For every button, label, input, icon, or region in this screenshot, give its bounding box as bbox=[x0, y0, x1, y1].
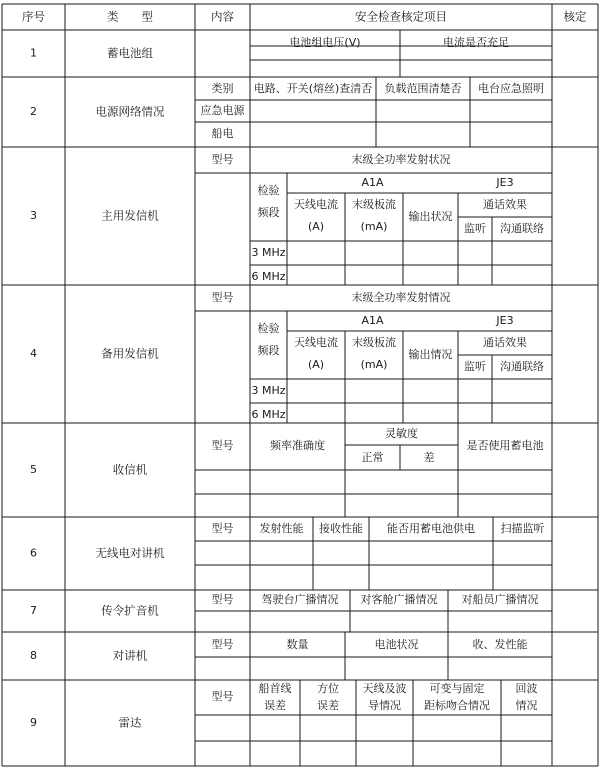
plate-unit-label: (mA) bbox=[360, 358, 388, 371]
header-type: 类 型 bbox=[107, 9, 153, 24]
header-items: 安全检查核定项目 bbox=[355, 9, 447, 24]
emergency-power-label: 应急电源 bbox=[200, 104, 245, 117]
full-power-title: 末级全功率发射状况 bbox=[351, 153, 451, 166]
antenna-unit-label: (A) bbox=[307, 220, 325, 233]
model-label: 型号 bbox=[211, 153, 234, 166]
row-number: 3 bbox=[30, 209, 37, 222]
row-type: 传令扩音机 bbox=[101, 603, 159, 618]
test-label: 检验 bbox=[257, 184, 280, 197]
antenna-unit-label: (A) bbox=[307, 358, 325, 371]
model-label: 型号 bbox=[211, 690, 234, 703]
radar-col-line1: 天线及波 bbox=[362, 682, 407, 695]
antenna-current-label: 天线电流 bbox=[294, 336, 338, 349]
circuit-check-label: 电路、开关(熔丝)查清否 bbox=[253, 82, 373, 95]
row-number: 6 bbox=[30, 546, 37, 560]
ship-power-label: 船电 bbox=[211, 127, 234, 140]
row-type: 主用发信机 bbox=[101, 208, 159, 223]
sensitivity-label: 灵敏度 bbox=[385, 427, 418, 440]
band-label: 频段 bbox=[257, 344, 280, 357]
row-number: 9 bbox=[30, 716, 37, 729]
crew-broadcast-label: 对船员广播情况 bbox=[461, 593, 539, 606]
freq-6mhz-label: 6 MHz bbox=[251, 270, 286, 283]
contact-label: 沟通联络 bbox=[500, 222, 544, 235]
battery-use-label: 是否使用蓄电池 bbox=[466, 439, 544, 452]
header-no: 序号 bbox=[22, 9, 45, 24]
row-type: 无线电对讲机 bbox=[95, 546, 165, 560]
plate-current-label: 末级板流 bbox=[352, 336, 396, 349]
listen-label: 监听 bbox=[464, 360, 486, 373]
test-label: 检验 bbox=[257, 322, 280, 335]
transmit-performance-label: 发射性能 bbox=[259, 522, 304, 535]
bridge-broadcast-label: 驾驶台广播情况 bbox=[261, 593, 339, 606]
freq-6mhz-label: 6 MHz bbox=[251, 408, 286, 421]
radar-col-line2: 距标吻合情况 bbox=[424, 699, 490, 712]
row-type: 电源网络情况 bbox=[95, 104, 165, 119]
poor-label: 差 bbox=[423, 451, 435, 464]
call-effect-label: 通话效果 bbox=[483, 198, 527, 211]
row-number: 1 bbox=[30, 46, 37, 60]
scan-monitor-label: 扫描监听 bbox=[500, 522, 545, 535]
full-power-title: 末级全功率发射情况 bbox=[351, 291, 451, 304]
emergency-lighting-label: 电台应急照明 bbox=[478, 82, 544, 95]
freq-accuracy-label: 频率准确度 bbox=[270, 439, 325, 452]
row-type: 对讲机 bbox=[112, 648, 148, 663]
freq-3mhz-label: 3 MHz bbox=[251, 246, 286, 259]
row-number: 7 bbox=[30, 604, 37, 617]
row-number: 8 bbox=[30, 649, 37, 662]
contact-label: 沟通联络 bbox=[500, 360, 544, 373]
je3-label: JE3 bbox=[496, 314, 514, 327]
radar-col-line1: 船首线 bbox=[258, 682, 292, 695]
row-number: 5 bbox=[30, 463, 37, 476]
radar-col-line2: 误差 bbox=[317, 699, 339, 712]
radar-col-line2: 误差 bbox=[264, 699, 286, 712]
radar-col-line2: 情况 bbox=[515, 699, 538, 712]
load-range-label: 负载范围清楚否 bbox=[384, 82, 462, 95]
plate-current-label: 末级板流 bbox=[352, 198, 396, 211]
battery-current-label: 电流是否充足 bbox=[443, 36, 509, 49]
tx-rx-performance-label: 收、发性能 bbox=[472, 638, 528, 651]
table-grid bbox=[2, 4, 598, 766]
quantity-label: 数量 bbox=[286, 638, 309, 651]
radar-col-line1: 可变与固定 bbox=[429, 682, 485, 695]
listen-label: 监听 bbox=[464, 222, 486, 235]
row-type: 备用发信机 bbox=[101, 346, 159, 361]
category-label: 类别 bbox=[211, 82, 234, 95]
freq-3mhz-label: 3 MHz bbox=[251, 384, 286, 397]
battery-voltage-label: 电池组电压(V) bbox=[289, 36, 361, 49]
radar-col-line1: 回波 bbox=[515, 682, 538, 695]
battery-supply-label: 能否用蓄电池供电 bbox=[387, 522, 475, 535]
output-label: 输出状况 bbox=[408, 210, 453, 223]
radar-col-line1: 方位 bbox=[317, 682, 339, 695]
receive-performance-label: 接收性能 bbox=[319, 522, 363, 535]
row-type: 雷达 bbox=[118, 715, 142, 730]
model-label: 型号 bbox=[211, 291, 234, 304]
model-label: 型号 bbox=[211, 439, 234, 452]
plate-unit-label: (mA) bbox=[360, 220, 388, 233]
model-label: 型号 bbox=[211, 638, 234, 651]
normal-label: 正常 bbox=[361, 451, 384, 464]
a1a-label: A1A bbox=[361, 176, 384, 189]
radar-col-line2: 导情况 bbox=[368, 699, 401, 712]
row-number: 4 bbox=[30, 347, 37, 360]
call-effect-label: 通话效果 bbox=[483, 336, 527, 349]
band-label: 频段 bbox=[257, 206, 280, 219]
output-label: 输出情况 bbox=[408, 348, 453, 361]
antenna-current-label: 天线电流 bbox=[294, 198, 338, 211]
cabin-broadcast-label: 对客舱广播情况 bbox=[360, 593, 438, 606]
row-type: 收信机 bbox=[112, 462, 148, 477]
table-text bbox=[22, 10, 587, 730]
header-content: 内容 bbox=[211, 9, 234, 24]
row-type: 蓄电池组 bbox=[107, 46, 153, 60]
je3-label: JE3 bbox=[496, 176, 514, 189]
a1a-label: A1A bbox=[361, 314, 384, 327]
model-label: 型号 bbox=[211, 593, 234, 606]
row-number: 2 bbox=[30, 105, 37, 118]
battery-status-label: 电池状况 bbox=[374, 638, 419, 651]
header-approve: 核定 bbox=[563, 9, 587, 24]
model-label: 型号 bbox=[211, 522, 234, 535]
